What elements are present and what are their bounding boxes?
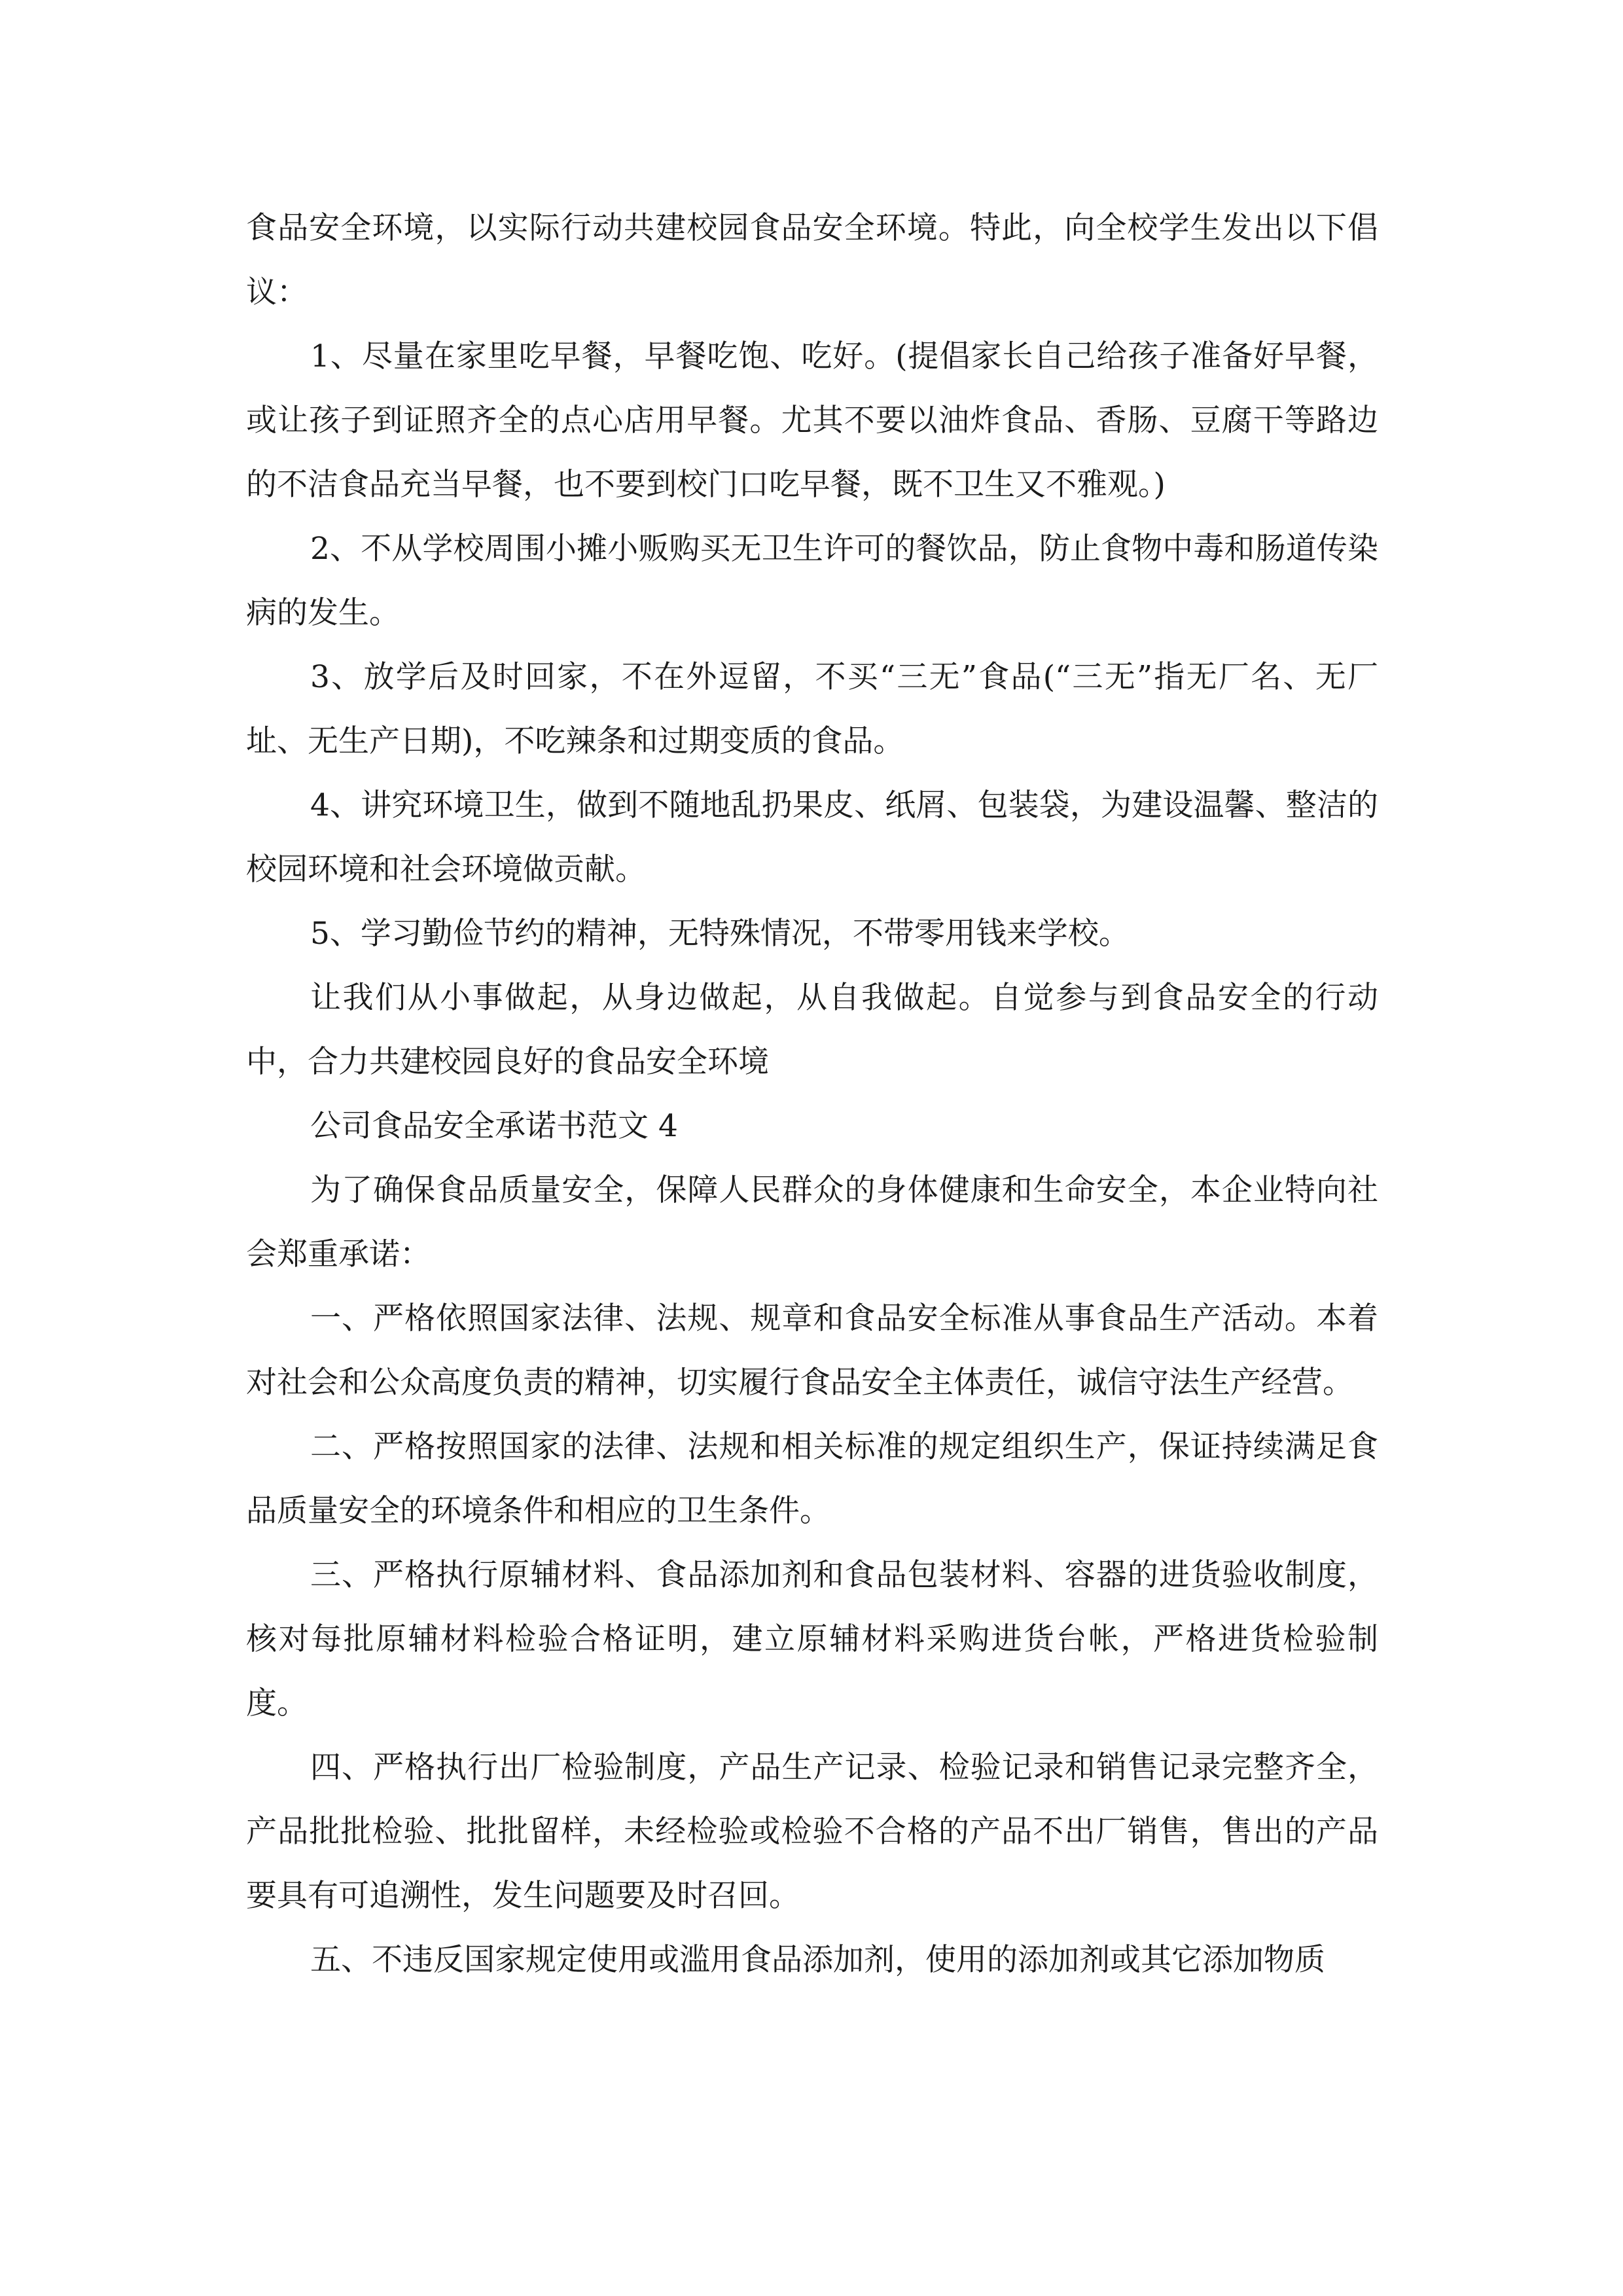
paragraph: 3、放学后及时回家，不在外逗留，不买“三无”食品(“三无”指无厂名、无厂址、无生产日期)，不吃辣条和过期变质的食品。: [246, 659, 1378, 759]
paragraph: 让我们从小事做起，从身边做起，从自我做起。自觉参与到食品安全的行动中，合力共建校园良好的食品安全环境: [246, 980, 1378, 1080]
paragraph: 为了确保食品质量安全，保障人民群众的身体健康和生命安全，本企业特向社会郑重承诺：: [246, 1172, 1378, 1272]
paragraph: 2、不从学校周围小摊小贩购买无卫生许可的餐饮品，防止食物中毒和肠道传染病的发生。: [246, 531, 1378, 631]
section-heading: 公司食品安全承诺书范文 4: [310, 1108, 678, 1144]
paragraph: 1、尽量在家里吃早餐，早餐吃饱、吃好。(提倡家长自己给孩子准备好早餐，或让孩子到证照齐全的点心店用早餐。尤其不要以油炸食品、香肠、豆腐干等路边的不洁食品充当早餐，也不要到校门口吃早餐，既不卫生又不雅观。): [246, 338, 1378, 503]
document-body: [246, 196, 1378, 1992]
paragraph: 四、严格执行出厂检验制度，产品生产记录、检验记录和销售记录完整齐全，产品批批检验、批批留样，未经检验或检验不合格的产品不出厂销售，售出的产品要具有可追溯性，发生问题要及时召回。: [246, 1749, 1378, 1914]
paragraph: 5、学习勤俭节约的精神，无特殊情况，不带零用钱来学校。: [310, 916, 1130, 952]
paragraph: 二、严格按照国家的法律、法规和相关标准的规定组织生产，保证持续满足食品质量安全的环境条件和相应的卫生条件。: [246, 1429, 1378, 1529]
paragraph: 食品安全环境，以实际行动共建校园食品安全环境。特此，向全校学生发出以下倡议：: [246, 210, 1378, 310]
paragraph: 三、严格执行原辅材料、食品添加剂和食品包装材料、容器的进货验收制度，核对每批原辅材料检验合格证明，建立原辅材料采购进货台帐，严格进货检验制度。: [246, 1557, 1378, 1721]
paragraph: 4、讲究环境卫生，做到不随地乱扔果皮、纸屑、包装袋，为建设温馨、整洁的校园环境和社会环境做贡献。: [246, 787, 1378, 888]
paragraph: 五、不违反国家规定使用或滥用食品添加剂，使用的添加剂或其它添加物质: [310, 1942, 1325, 1978]
paragraph: 一、严格依照国家法律、法规、规章和食品安全标准从事食品生产活动。本着对社会和公众高度负责的精神，切实履行食品安全主体责任，诚信守法生产经营。: [246, 1300, 1378, 1401]
